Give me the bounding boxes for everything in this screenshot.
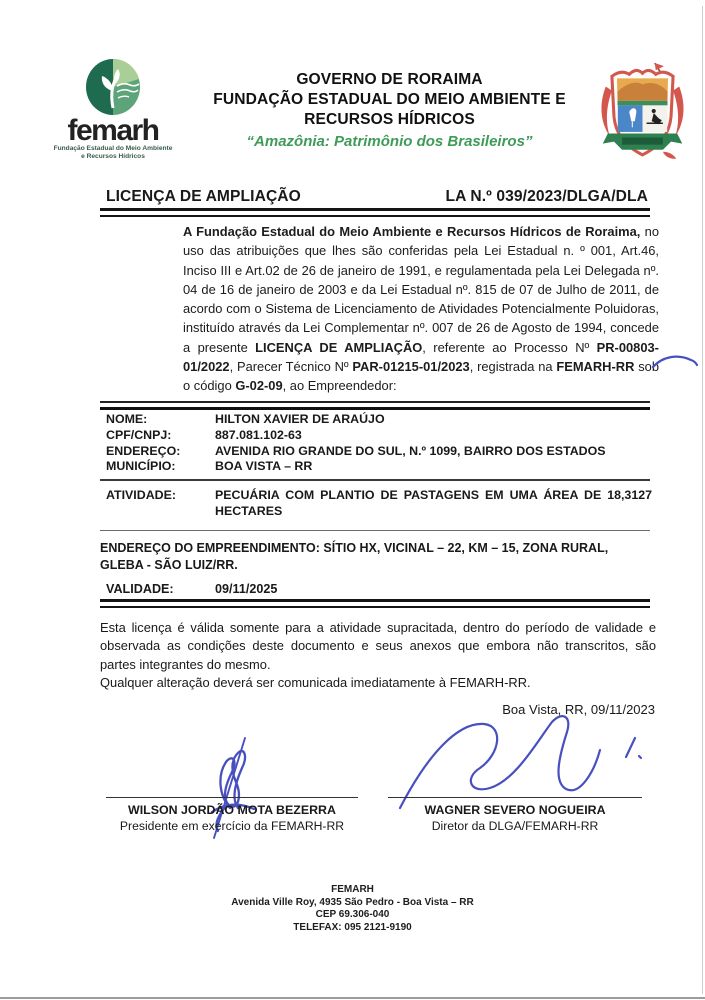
field-label: NOME: xyxy=(106,412,148,426)
scan-artifact-bottom xyxy=(0,997,705,999)
divider-entity-top xyxy=(100,401,650,410)
field-value: HILTON XAVIER DE ARAÚJO xyxy=(215,412,385,426)
intro-paragraph: A Fundação Estadual do Meio Ambiente e Recursos Hídricos de Roraima, no uso das atribuições que lhes são conferidas pela Lei Estadual n. º 001, Art.46, Inciso III e Art.02 de 26 de janeiro de 1991, e regulamentada pela Lei Delegada nº. 04 de 16 de janeiro de 2003 e da Lei Estadual nº. 815 de 07 de Julho de 2011, de acordo com o Sistema de Licenciamento de Atividades Potencialmente Poluidoras, instituído através da Lei Complementar nº. 007 de 26 de Agosto de 1994, concede a presente LICENÇA DE AMPLIAÇÃO, referente ao Processo Nº PR-00803-01/2022, Parecer Técnico Nº PAR-01215-01/2023, registrada na FEMARH-RR sob o código G-02-09, ao Empreendedor: xyxy=(183,224,659,394)
org-heading xyxy=(184,58,595,150)
terms-paragraph-2: Qualquer alteração deverá ser comunicada imediatamente à FEMARH-RR. xyxy=(100,674,531,690)
footer-org: FEMARH xyxy=(331,884,374,895)
activity-value: PECUÁRIA COM PLANTIO DE PASTAGENS EM UMA ÁREA DE 18,3127 HECTARES xyxy=(215,488,652,519)
field-label: MUNICÍPIO: xyxy=(106,459,176,474)
site-address: ENDEREÇO DO EMPREENDIMENTO: SÍTIO HX, VICINAL – 22, KM – 15, ZONA RURAL, GLEBA - SÃO LUIZ/RR. xyxy=(100,541,609,572)
document-footer xyxy=(0,884,705,934)
document-type-title: LICENÇA DE AMPLIAÇÃO xyxy=(106,188,301,205)
signer-role: Diretor da DLGA/FEMARH-RR xyxy=(431,819,599,833)
slogan-text: “Amazônia: Patrimônio dos Brasileiros” xyxy=(246,133,533,150)
footer-telefax: TELEFAX: 095 2121-9190 xyxy=(293,921,412,933)
femarh-logo xyxy=(42,58,184,160)
signer-name: WILSON JORDÃO MOTA BEZERRA xyxy=(128,803,336,817)
activity-row xyxy=(106,487,652,519)
pen-check-icon xyxy=(650,351,700,373)
divider-validity-bottom xyxy=(100,599,650,608)
roraima-coat-of-arms-icon xyxy=(595,60,690,162)
field-label: CPF/CNPJ: xyxy=(106,427,172,442)
femarh-logo-icon xyxy=(53,58,173,116)
field-label: ATIVIDADE: xyxy=(106,488,176,502)
signature-line xyxy=(106,797,358,798)
terms-paragraph-1: Esta licença é válida somente para a atividade supracitada, dentro do período de validade e observada as condições deste documento e seus anexos que embora não transcritos, são partes integrantes do mesmo. xyxy=(100,620,656,672)
femarh-wordmark: femarh xyxy=(67,114,159,147)
divider-title xyxy=(100,208,650,217)
field-value: BOA VISTA – RR xyxy=(215,459,313,474)
license-number: LA N.º 039/2023/DLGA/DLA xyxy=(445,188,648,205)
field-value: 887.081.102-63 xyxy=(215,427,302,442)
terms-text xyxy=(100,619,656,692)
footer-address: Avenida Ville Roy, 4935 São Pedro - Boa Vista – RR xyxy=(231,896,474,908)
signer-name: WAGNER SEVERO NOGUEIRA xyxy=(424,803,606,817)
org-line-resources: RECURSOS HÍDRICOS xyxy=(304,111,475,128)
footer-cep: CEP 69.306-040 xyxy=(315,909,390,921)
signer-role: Presidente em exercício da FEMARH-RR xyxy=(119,819,345,833)
table-row-cpf xyxy=(106,428,652,444)
validity-value: 09/11/2025 xyxy=(215,582,278,596)
divider-activity-bottom xyxy=(100,530,650,532)
validity-row xyxy=(106,582,652,596)
title-bar xyxy=(106,188,648,206)
org-line-foundation: FUNDAÇÃO ESTADUAL DO MEIO AMBIENTE E xyxy=(213,91,566,108)
field-value: AVENIDA RIO GRANDE DO SUL, N.º 1099, BAIRRO DOS ESTADOS xyxy=(215,443,606,458)
scan-artifact-right xyxy=(702,6,703,994)
signature-block-president xyxy=(106,797,358,833)
place-date-line: Boa Vista, RR, 09/11/2023 xyxy=(502,702,655,717)
org-line-government: GOVERNO DE RORAIMA xyxy=(296,71,483,88)
field-label: ENDEREÇO: xyxy=(106,443,181,458)
field-label: VALIDADE: xyxy=(106,582,174,596)
signature-line xyxy=(388,797,642,798)
table-row-endereco xyxy=(106,444,652,460)
signature-block-director xyxy=(388,797,642,833)
table-row-municipio xyxy=(106,459,652,475)
table-row-nome xyxy=(106,412,652,428)
document-header xyxy=(42,58,690,162)
divider-entity-bottom xyxy=(100,479,650,481)
entity-table xyxy=(106,412,652,475)
femarh-logo-subtitle: Fundação Estadual do Meio Ambiente e Recursos Hídricos xyxy=(53,145,173,160)
